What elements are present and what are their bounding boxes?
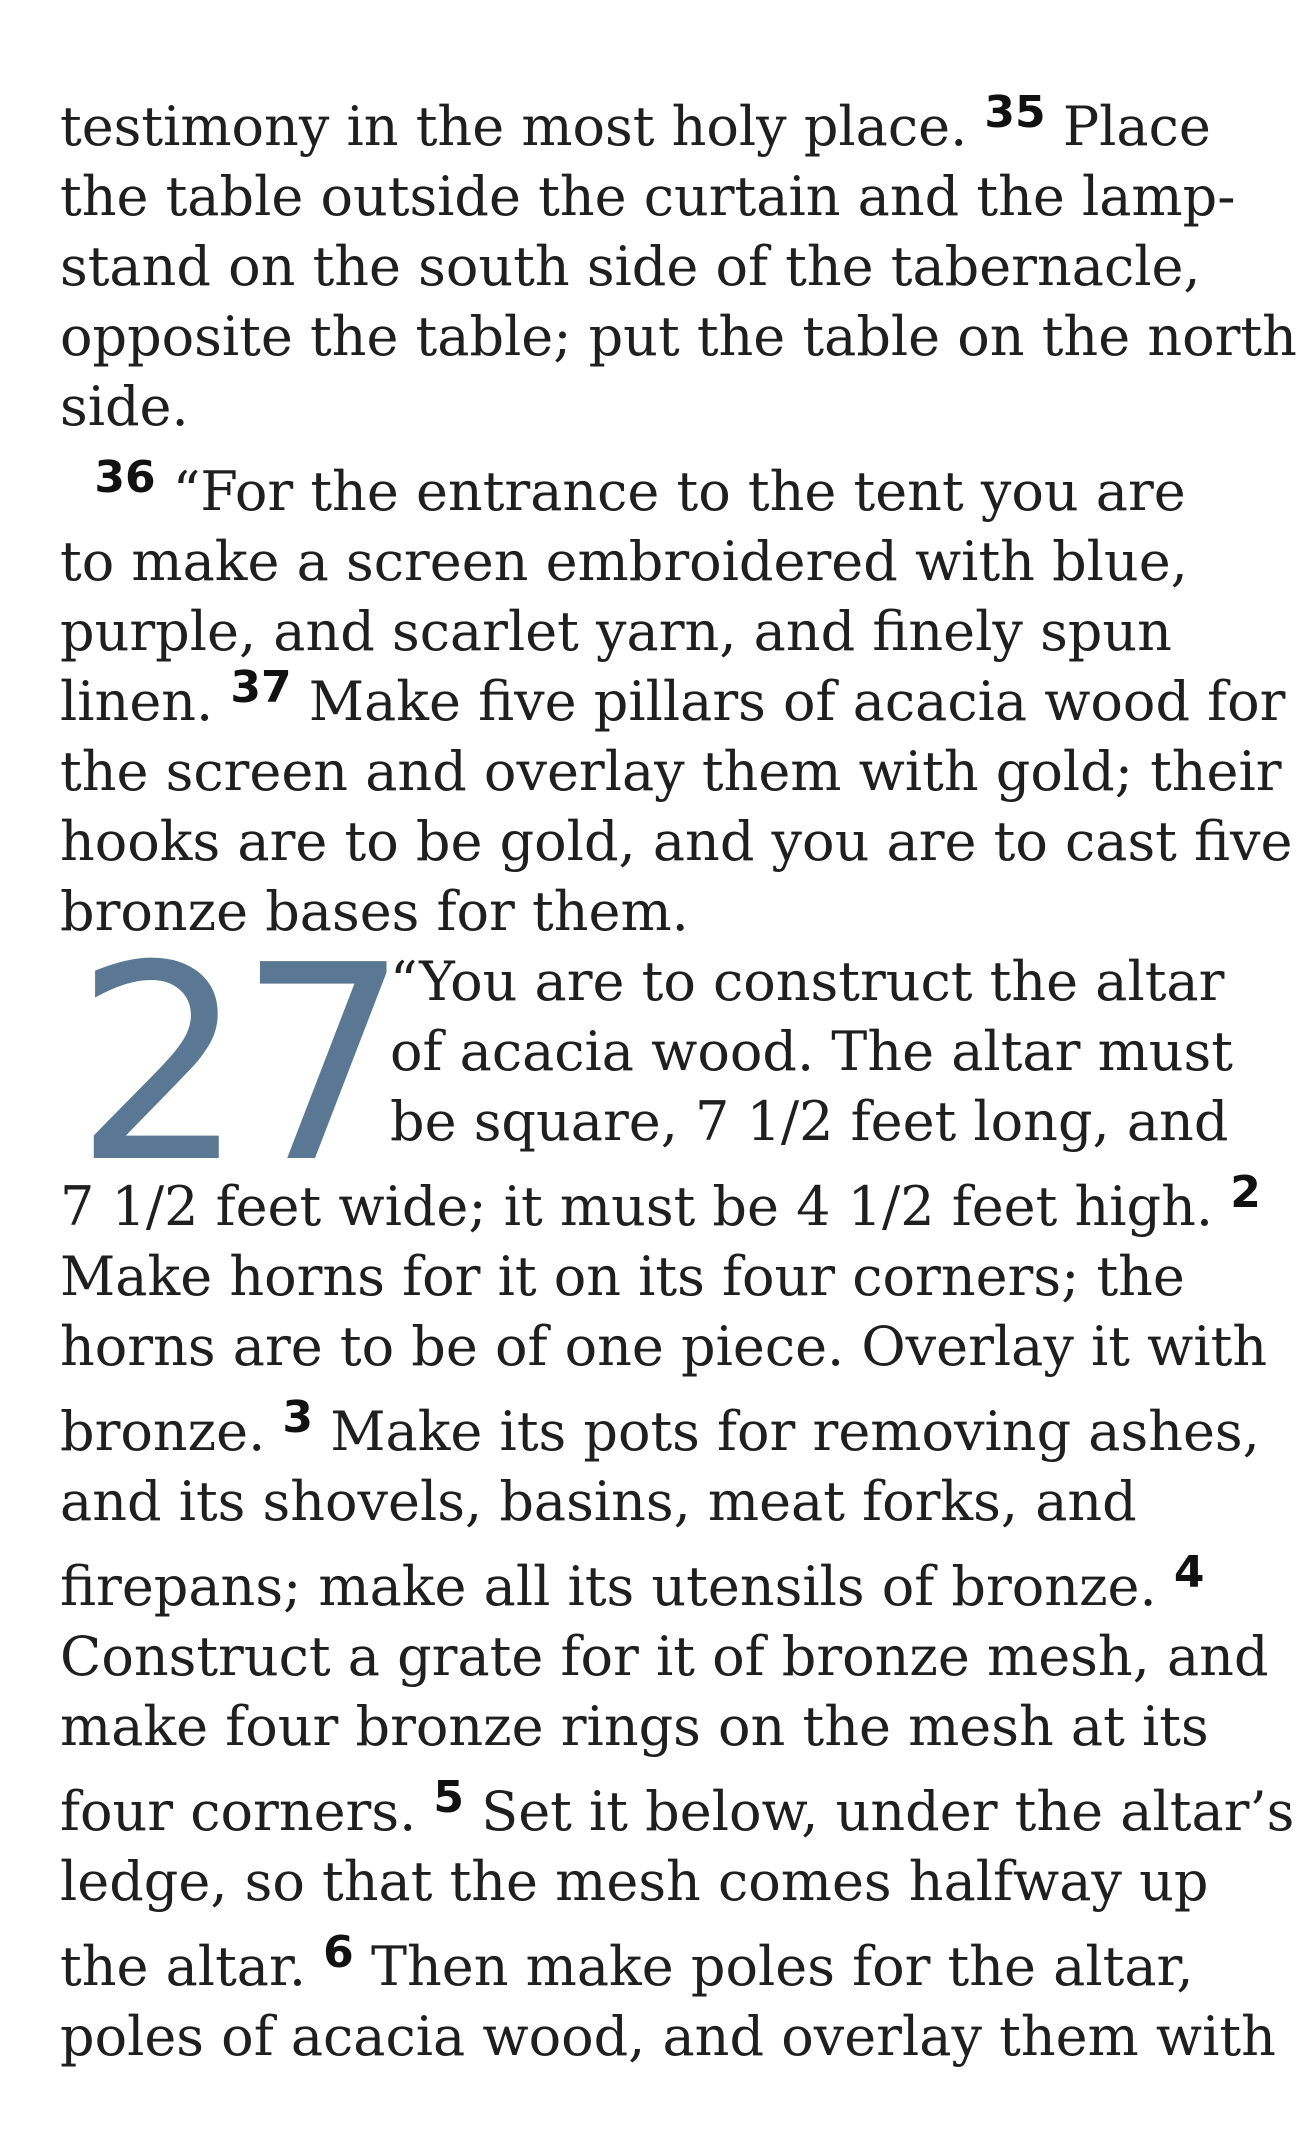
- text-line: [60, 1625, 1269, 1688]
- text-line: [60, 305, 1297, 368]
- text-line: [60, 740, 1282, 803]
- verse-text: the altar.: [60, 1935, 324, 1998]
- text-line: [60, 375, 189, 438]
- text-line: [60, 1245, 1185, 1308]
- verse-number: 6: [323, 1927, 354, 1978]
- verse-number: 36: [94, 452, 156, 503]
- text-line: [390, 1020, 1233, 1083]
- text-line: [60, 235, 1201, 298]
- verse-number: 2: [1230, 1167, 1261, 1218]
- text-line: [60, 452, 1186, 523]
- verse-text: “You are to construct the altar: [390, 950, 1225, 1013]
- verse-text: [60, 460, 94, 523]
- verse-text: the screen and overlay them with gold; their: [60, 740, 1282, 803]
- verse-number: 4: [1173, 1547, 1205, 1598]
- text-line: [60, 165, 1236, 228]
- verse-text: testimony in the most holy place.: [60, 95, 985, 158]
- verse-text: four corners.: [60, 1780, 434, 1843]
- text-line: [60, 1167, 1261, 1238]
- verse-text: side.: [60, 375, 189, 438]
- verse-text: bronze bases for them.: [60, 880, 689, 943]
- verse-text: of acacia wood. The altar must: [390, 1020, 1233, 1083]
- verse-text: Make horns for it on its four corners; the: [60, 1245, 1185, 1308]
- verse-text: Then make poles for the altar,: [353, 1935, 1194, 1998]
- verse-text: Set it below, under the altar’s: [464, 1780, 1295, 1843]
- text-line: [60, 1927, 1194, 1998]
- text-line: [60, 662, 1286, 733]
- verse-text: Make its pots for removing ashes,: [313, 1400, 1260, 1463]
- verse-text: hooks are to be gold, and you are to cast five: [60, 810, 1293, 873]
- text-line: [60, 1850, 1209, 1913]
- text-line: [60, 1547, 1205, 1618]
- text-line: [60, 810, 1293, 873]
- verse-text: Construct a grate for it of bronze mesh, and: [60, 1625, 1269, 1688]
- verse-text: linen.: [60, 670, 231, 733]
- text-line: [390, 1090, 1229, 1153]
- text-line: [60, 2005, 1276, 2068]
- verse-text: Place: [1045, 95, 1211, 158]
- text-line: [60, 1772, 1295, 1843]
- verse-text: firepans; make all its utensils of bronze.: [60, 1555, 1174, 1618]
- text-line: [60, 530, 1188, 593]
- verse-number: 3: [282, 1392, 314, 1443]
- verse-text: bronze.: [60, 1400, 283, 1463]
- verse-text: and its shovels, basins, meat forks, and: [60, 1470, 1137, 1533]
- text-line: [60, 1695, 1209, 1758]
- text-line: [60, 1392, 1260, 1463]
- text-line: [60, 87, 1211, 158]
- verse-text: make four bronze rings on the mesh at its: [60, 1695, 1209, 1758]
- verse-text: ledge, so that the mesh comes halfway up: [60, 1850, 1209, 1913]
- verse-number: 5: [433, 1772, 465, 1823]
- verse-text: to make a screen embroidered with blue,: [60, 530, 1188, 593]
- verse-text: be square, 7 1/2 feet long, and: [390, 1090, 1229, 1153]
- text-line: [60, 1470, 1137, 1533]
- text-line: [390, 950, 1225, 1013]
- verse-text: “For the entrance to the tent you are: [155, 460, 1186, 523]
- verse-text: poles of acacia wood, and overlay them with: [60, 2005, 1276, 2068]
- text-line: [60, 880, 689, 943]
- verse-text: 7 1/2 feet wide; it must be 4 1/2 feet high.: [60, 1175, 1231, 1238]
- chapter-drop-cap: 27: [74, 907, 402, 1222]
- verse-text: stand on the south side of the tabernacle,: [60, 235, 1201, 298]
- verse-number: 37: [230, 662, 292, 713]
- verse-text: Make five pillars of acacia wood for: [291, 670, 1286, 733]
- verse-text: purple, and scarlet yarn, and finely spun: [60, 600, 1172, 663]
- verse-number: 35: [984, 87, 1046, 138]
- text-line: [60, 1315, 1268, 1378]
- verse-text: opposite the table; put the table on the north: [60, 305, 1297, 368]
- text-line: [60, 600, 1172, 663]
- verse-text: the table outside the curtain and the lamp-: [60, 165, 1236, 228]
- verse-text: horns are to be of one piece. Overlay it with: [60, 1315, 1268, 1378]
